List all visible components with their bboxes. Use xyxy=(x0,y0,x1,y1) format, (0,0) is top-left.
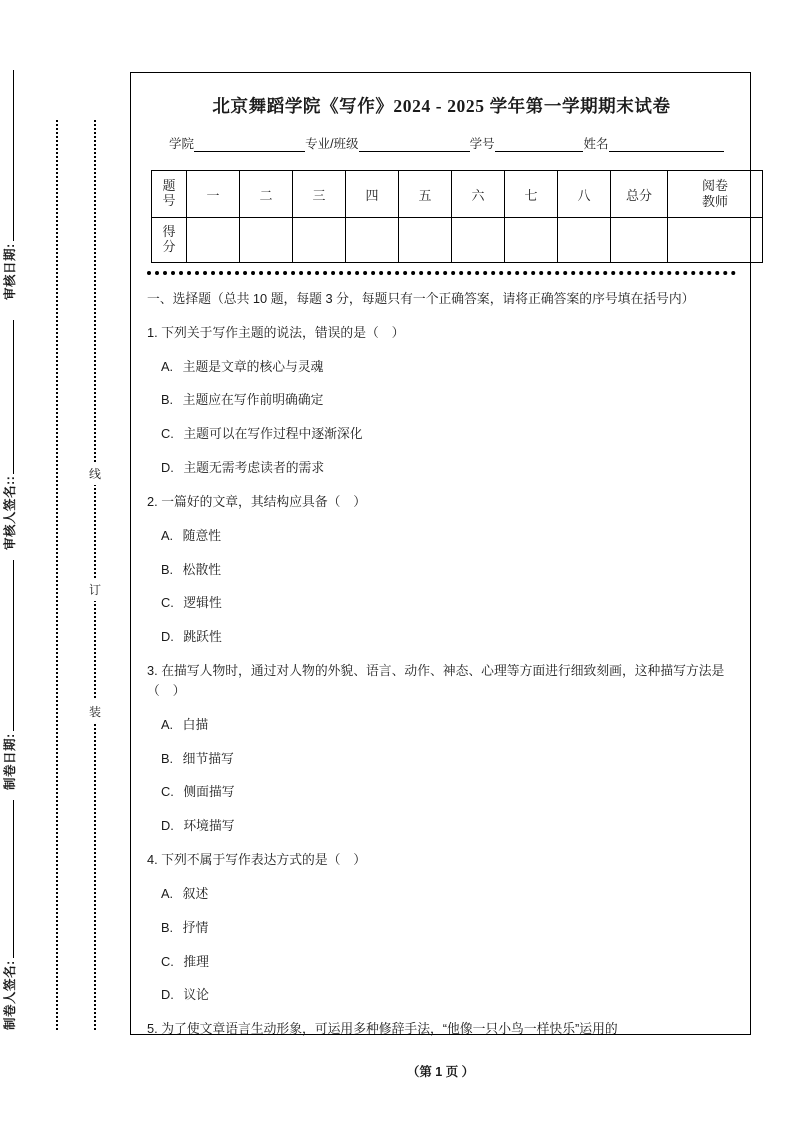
margin-label-reviewer-signature-text: 审核人签名:: xyxy=(3,475,17,550)
option-text-1-c: 主题可以在写作过程中逐渐深化 xyxy=(183,426,363,442)
question-text-4: 下列不属于写作表达方式的是（ ） xyxy=(161,852,366,868)
field-input-major[interactable] xyxy=(359,140,470,152)
option-1-a[interactable] xyxy=(161,357,732,377)
score-col-header-7: 七 xyxy=(505,171,558,218)
option-text-1-b: 主题应在写作前明确确定 xyxy=(182,392,324,408)
score-col-header-2: 二 xyxy=(240,171,293,218)
score-col-header-total: 总分 xyxy=(611,171,668,218)
option-text-1-d: 主题无需考虑读者的需求 xyxy=(183,460,325,476)
stub-char-1: 题 xyxy=(162,178,176,194)
stub-char-2: 号 xyxy=(162,193,176,208)
option-text-3-c: 侧面描写 xyxy=(183,784,235,800)
score-cell-3[interactable] xyxy=(293,218,346,263)
question-number-1: 1. xyxy=(147,324,158,340)
option-text-3-d: 环境描写 xyxy=(183,818,235,834)
score-cell-6[interactable] xyxy=(452,218,505,263)
margin-label-review-date xyxy=(0,70,18,300)
option-4-d[interactable] xyxy=(161,985,732,1005)
score-table-stub-score xyxy=(152,218,187,263)
stub-score-char-1: 得 xyxy=(162,224,176,240)
left-binding-margin xyxy=(0,0,130,1122)
page-number-label: （第 1 页 ） xyxy=(406,1065,475,1079)
page-title: 北京舞蹈学院《写作》2024 - 2025 学年第一学期期末试卷 xyxy=(212,96,671,116)
field-label-student-number: 学号 xyxy=(469,137,495,151)
option-3-a[interactable] xyxy=(161,715,732,735)
margin-label-paper-date-rule xyxy=(13,560,14,731)
option-1-c[interactable] xyxy=(161,424,732,444)
option-4-b[interactable] xyxy=(161,918,732,938)
option-letter-4-c: C. xyxy=(161,953,174,969)
option-letter-1-b: B. xyxy=(161,392,174,408)
option-text-2-c: 逻辑性 xyxy=(183,595,222,611)
score-col-header-8: 八 xyxy=(558,171,611,218)
question-text-5: 为了使文章语言生动形象，可运用多种修辞手法，“他像一只小鸟一样快乐”运用的 xyxy=(161,1021,618,1037)
question-stem-5 xyxy=(147,1019,732,1039)
option-text-2-d: 跳跃性 xyxy=(183,629,222,645)
option-text-2-a: 随意性 xyxy=(182,527,222,543)
option-1-b[interactable] xyxy=(161,390,732,410)
margin-label-maker-signature-text: 制卷人签名: xyxy=(3,960,17,1030)
margin-label-reviewer-signature-rule xyxy=(13,320,14,474)
option-text-1-a: 主题是文章的核心与灵魂 xyxy=(182,358,324,374)
question-stem-3 xyxy=(147,661,732,701)
option-letter-3-a: A. xyxy=(161,716,174,732)
question-number-2: 2. xyxy=(147,493,158,509)
score-cell-4[interactable] xyxy=(346,218,399,263)
option-letter-1-a: A. xyxy=(161,358,174,374)
question-stem-1 xyxy=(147,323,732,343)
student-info-row xyxy=(145,134,738,152)
option-text-2-b: 松散性 xyxy=(182,561,222,577)
section-heading-multiple-choice: 一、选择题（总共 10 题，每题 3 分，每题只有一个正确答案，请将正确答案的序号填在括号内） xyxy=(147,291,695,306)
option-text-3-a: 白描 xyxy=(182,716,209,732)
option-text-4-d: 议论 xyxy=(183,987,209,1003)
option-letter-3-c: C. xyxy=(161,784,174,800)
option-3-b[interactable] xyxy=(161,749,732,769)
question-number-3: 3. xyxy=(147,663,158,679)
score-cell-1[interactable] xyxy=(187,218,240,263)
option-letter-2-c: C. xyxy=(161,595,174,611)
margin-label-reviewer-signature xyxy=(0,320,18,550)
option-text-3-b: 细节描写 xyxy=(182,750,234,766)
margin-label-review-date-rule xyxy=(13,70,14,241)
question-body xyxy=(145,289,738,1039)
option-text-4-c: 推理 xyxy=(183,953,209,969)
option-4-a[interactable] xyxy=(161,884,732,904)
score-col-header-teacher xyxy=(668,171,763,218)
binding-char-bind: 订 xyxy=(86,578,104,601)
option-3-d[interactable] xyxy=(161,816,732,836)
score-table xyxy=(151,170,763,263)
option-1-d[interactable] xyxy=(161,458,732,478)
margin-label-maker-signature-rule xyxy=(13,800,14,958)
field-label-school: 学院 xyxy=(169,137,195,151)
header-body-separator xyxy=(147,271,736,275)
score-cell-7[interactable] xyxy=(505,218,558,263)
field-label-name: 姓名 xyxy=(583,137,609,151)
score-col-header-3: 三 xyxy=(293,171,346,218)
score-col-header-4: 四 xyxy=(346,171,399,218)
score-col-header-6: 六 xyxy=(452,171,505,218)
option-2-c[interactable] xyxy=(161,593,732,613)
question-stem-2 xyxy=(147,492,732,512)
score-cell-5[interactable] xyxy=(399,218,452,263)
option-4-c[interactable] xyxy=(161,952,732,972)
score-table-stub-question-number xyxy=(152,171,187,218)
option-letter-4-b: B. xyxy=(161,919,174,935)
question-number-5: 5. xyxy=(147,1021,158,1037)
option-letter-2-d: D. xyxy=(161,629,174,645)
option-letter-1-c: C. xyxy=(161,426,174,442)
option-text-4-a: 叙述 xyxy=(182,885,209,901)
exam-page-frame xyxy=(130,72,751,1035)
teacher-label-line-2: 教师 xyxy=(701,194,728,209)
binding-dotted-line-outer xyxy=(56,120,58,1030)
option-letter-3-d: D. xyxy=(161,818,174,834)
score-cell-2[interactable] xyxy=(240,218,293,263)
field-label-major: 专业/班级 xyxy=(305,137,359,151)
option-2-a[interactable] xyxy=(161,526,732,546)
margin-label-paper-date xyxy=(0,560,18,790)
binding-char-line: 线 xyxy=(86,462,104,485)
score-cell-total[interactable] xyxy=(611,218,668,263)
score-table-header-row xyxy=(152,171,763,218)
binding-dotted-line-inner xyxy=(94,120,96,1030)
option-letter-2-a: A. xyxy=(161,527,174,543)
option-text-4-b: 抒情 xyxy=(182,919,209,935)
field-input-name[interactable] xyxy=(609,140,725,152)
question-text-3: 在描写人物时，通过对人物的外貌、语言、动作、神态、心理等方面进行细致刻画，这种描写方法是（ ） xyxy=(147,663,725,698)
score-col-header-5: 五 xyxy=(399,171,452,218)
option-letter-1-d: D. xyxy=(161,460,174,476)
option-2-b[interactable] xyxy=(161,560,732,580)
option-2-d[interactable] xyxy=(161,627,732,647)
option-3-c[interactable] xyxy=(161,782,732,802)
field-input-school[interactable] xyxy=(194,140,305,152)
teacher-label-line-1: 阅卷 xyxy=(701,178,728,194)
page-footer xyxy=(130,1062,751,1080)
score-cell-teacher[interactable] xyxy=(668,218,763,263)
score-table-score-row xyxy=(152,218,763,263)
option-letter-2-b: B. xyxy=(161,561,174,577)
score-cell-8[interactable] xyxy=(558,218,611,263)
margin-label-maker-signature xyxy=(0,800,18,1030)
stub-score-char-2: 分 xyxy=(162,239,176,254)
binding-char-pack: 装 xyxy=(86,700,104,723)
question-stem-4 xyxy=(147,850,732,870)
option-letter-4-d: D. xyxy=(161,987,174,1003)
question-number-4: 4. xyxy=(147,852,158,868)
option-letter-3-b: B. xyxy=(161,750,174,766)
question-text-1: 下列关于写作主题的说法，错误的是（ ） xyxy=(161,324,405,340)
margin-label-review-date-text: 审核日期: xyxy=(3,243,17,300)
option-letter-4-a: A. xyxy=(161,885,174,901)
question-text-2: 一篇好的文章，其结构应具备（ ） xyxy=(161,493,366,509)
field-input-student-number[interactable] xyxy=(495,140,584,152)
score-col-header-1: 一 xyxy=(187,171,240,218)
margin-label-paper-date-text: 制卷日期: xyxy=(3,733,17,790)
